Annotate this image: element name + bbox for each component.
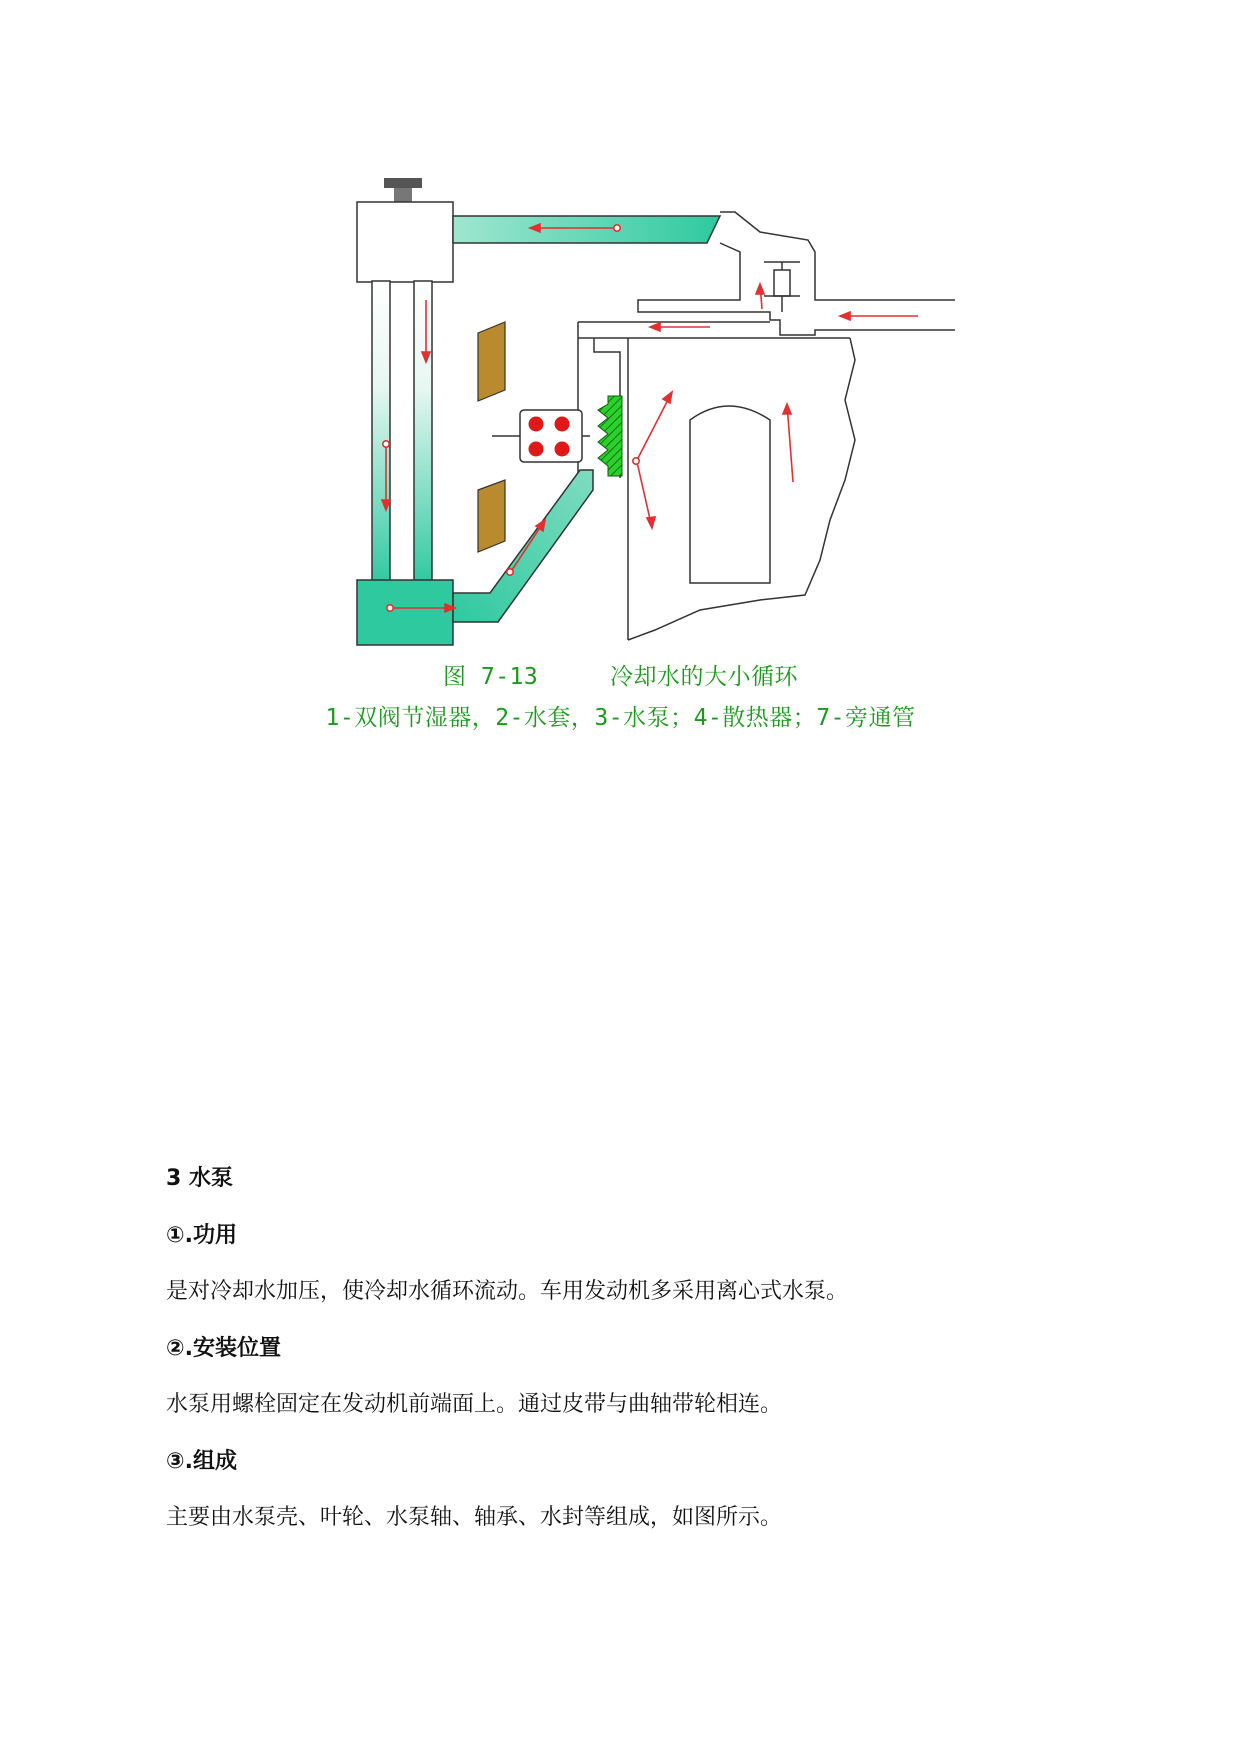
subheading-function: ①.功用 xyxy=(166,1223,237,1248)
paragraph-location: 水泵用螺栓固定在发动机前端面上。通过皮带与曲轴带轮相连。 xyxy=(166,1392,783,1417)
figure-legend: 1-双阀节湿器，2-水套，3-水泵；4-散热器；7-旁通管 xyxy=(325,705,916,731)
subheading-location: ②.安装位置 xyxy=(166,1336,281,1361)
figure-caption xyxy=(0,658,1241,691)
pump-bearings xyxy=(520,410,582,462)
lower-hose xyxy=(453,470,593,622)
figure-number: 图 7-13 xyxy=(443,664,539,690)
upper-hose xyxy=(453,216,720,243)
flow-arrows xyxy=(382,224,918,612)
cylinder xyxy=(690,406,770,583)
paragraph-function: 是对冷却水加压，使冷却水循环流动。车用发动机多采用离心式水泵。 xyxy=(166,1279,849,1304)
cooling-circulation-diagram xyxy=(340,168,970,660)
figure-title: 冷却水的大小循环 xyxy=(610,664,798,690)
section-title: 3 水泵 xyxy=(166,1166,233,1191)
subheading-composition: ③.组成 xyxy=(166,1449,237,1474)
paragraph-composition: 主要由水泵壳、叶轮、水泵轴、轴承、水封等组成，如图所示。 xyxy=(166,1505,783,1530)
radiator xyxy=(357,202,453,645)
section-water-pump xyxy=(166,1150,1086,1546)
radiator-cap xyxy=(384,178,422,202)
pump-impeller xyxy=(598,396,622,476)
